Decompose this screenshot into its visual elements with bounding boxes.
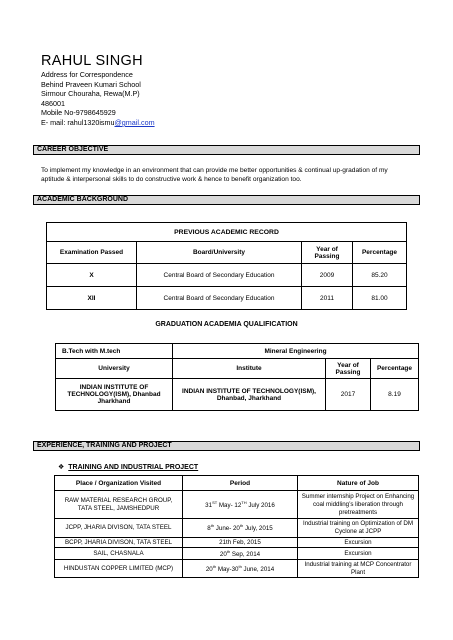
table-cell: Industrial training at MCP Concentrator Plant [298, 560, 419, 578]
col-header: Place / Organization Visited [55, 476, 183, 491]
table-row [56, 379, 419, 411]
career-objective-heading: CAREER OBJECTIVE [33, 145, 420, 155]
table-cell: XII [47, 287, 137, 310]
col-header: Percentage [371, 359, 419, 379]
table-cell: 2011 [302, 287, 353, 310]
address-line: Behind Praveen Kumari School [41, 79, 141, 89]
table-row [47, 264, 407, 287]
table-cell: Industrial training on Optimization of DM Cyclone at JCPP [298, 519, 419, 538]
table-row [47, 287, 407, 310]
graduation-title: GRADUATION ACADEMIA QUALIFICATION [155, 321, 298, 328]
graduation-table [55, 343, 419, 411]
objective-text: To implement my knowledge in an environment that can provide me better opportunities & continual up-gradation of my aptitude & interpersonal skills to do constructive work & hence to benefit organization too. [41, 167, 388, 183]
table-cell: INDIAN INSTITUTE OF TECHNOLOGY(ISM), Dhanbad Jharkhand [56, 379, 173, 411]
diamond-bullet-icon: ❖ [58, 464, 65, 471]
table-cell: 21th Feb, 2015 [183, 538, 298, 548]
address-line: Sirmour Chouraha, Rewa(M.P) [41, 89, 140, 99]
table-cell: 8.19 [371, 379, 419, 411]
table-cell: 2017 [326, 379, 371, 411]
col-header: Percentage [353, 242, 407, 264]
email-line [41, 118, 155, 128]
table-cell: X [47, 264, 137, 287]
table-cell: Excursion [298, 538, 419, 548]
table-cell: 85.20 [353, 264, 407, 287]
candidate-name: RAHUL SINGH [41, 53, 143, 69]
col-header: Board/University [137, 242, 302, 264]
col-header: Nature of Job [298, 476, 419, 491]
table-cell: Central Board of Secondary Education [137, 264, 302, 287]
col-header: Year of Passing [326, 359, 371, 379]
col-header: Period [183, 476, 298, 491]
table-row [55, 519, 419, 538]
training-subheading [58, 463, 198, 471]
table-cell: Central Board of Secondary Education [137, 287, 302, 310]
col-header: University [56, 359, 173, 379]
table-cell: HINDUSTAN COPPER LIMITED (MCP) [55, 560, 183, 578]
table-cell: Excursion [298, 548, 419, 560]
address-line: 486001 [41, 98, 65, 108]
training-title: TRAINING AND INDUSTRIAL PROJECT [68, 464, 199, 471]
training-table [54, 475, 419, 578]
table-cell: 20th Sep, 2014 [183, 548, 298, 560]
table-row [55, 548, 419, 560]
email-link[interactable]: @gmail.com [114, 117, 155, 127]
table-cell: 2009 [302, 264, 353, 287]
col-header: Examination Passed [47, 242, 137, 264]
experience-heading: EXPERIENCE, TRAINING AND PROJECT [33, 441, 420, 451]
address-line: Address for Correspondence [41, 70, 133, 79]
table-cell: 20th May-30th June, 2014 [183, 560, 298, 578]
mobile-number: Mobile No-9798645929 [41, 108, 116, 118]
table-row [55, 560, 419, 578]
table-row [55, 538, 419, 548]
table-cell: 81.00 [353, 287, 407, 310]
degree-cell: B.Tech with M.tech [56, 344, 173, 359]
table-cell: RAW MATERIAL RESEARCH GROUP, TATA STEEL, JAMSHEDPUR [55, 491, 183, 519]
table-cell: JCPP, JHARIA DIVISON, TATA STEEL [55, 519, 183, 538]
table-cell: INDIAN INSTITUTE OF TECHNOLOGY(ISM), Dhanbad, Jharkhand [173, 379, 326, 411]
table-cell: BCPP, JHARIA DIVISON, TATA STEEL [55, 538, 183, 548]
col-header: Year of Passing [302, 242, 353, 264]
academic-background-heading: ACADEMIC BACKGROUND [33, 195, 420, 205]
table-row [55, 491, 419, 519]
col-header: Institute [173, 359, 326, 379]
previous-record-title: PREVIOUS ACADEMIC RECORD [47, 223, 407, 242]
email-prefix: E- mail: rahul1320ismu [41, 117, 115, 127]
address-block [41, 70, 155, 128]
previous-academic-table [46, 222, 407, 310]
table-cell: 8th June- 20th July, 2015 [183, 519, 298, 538]
table-cell: SAIL, CHASNALA [55, 548, 183, 560]
branch-cell: Mineral Engineering [173, 344, 419, 359]
table-cell: 31ST May- 12TH July 2016 [183, 491, 298, 519]
table-cell: Summer internship Project on Enhancing coal middling’s liberation through pretreatments [298, 491, 419, 519]
